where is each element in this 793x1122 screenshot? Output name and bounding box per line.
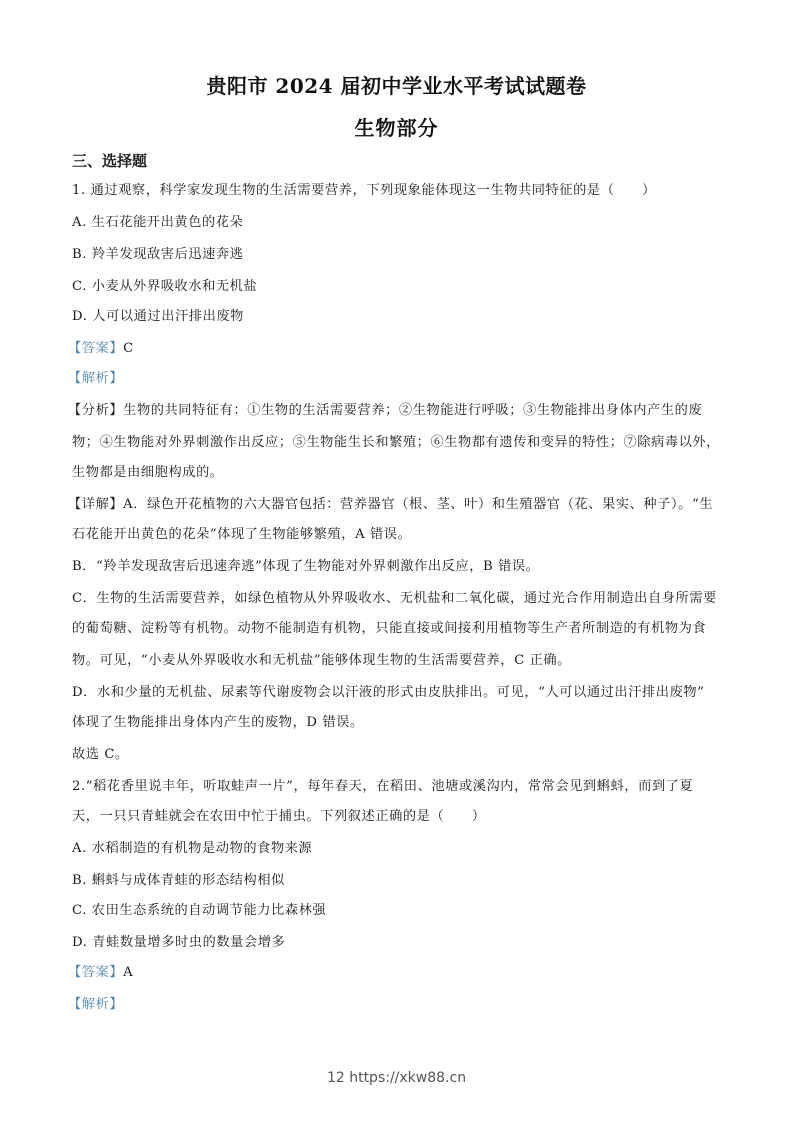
q1-fenxi-line-3: 生物都是由细胞构成的。 [72, 465, 224, 480]
question-1-stem: 1. 通过观察，科学家发现生物的生活需要营养，下列现象能体现这一生物共同特征的是（ ） [72, 183, 656, 198]
q1-xiangjie-line-6: 物。可见，“小麦从外界吸收水和无机盐”能够体现生物的生活需要营养，C 正确。 [72, 653, 571, 668]
q2-analysis-label: 【解析】 [68, 997, 124, 1012]
q1-xiangjie-line-3: B．“羚羊发现敌害后迅速奔逃”体现了生物能对外界刺激作出反应，B 错误。 [72, 559, 540, 574]
answer-label: 【答案】 [68, 965, 124, 980]
q2-option-d: D. 青蛙数量增多时虫的数量会增多 [72, 935, 286, 950]
question-2-stem-line-1: 2.“稻花香里说丰年，听取蛙声一片”，每年春天，在稻田、池塘或溪沟内，常常会见到蝌蚪，而到了夏 [72, 779, 694, 794]
q1-xiangjie-line-5: 的葡萄糖、淀粉等有机物。动物不能制造有机物，只能直接或间接利用植物等生产者所制造的有机物为食 [72, 621, 707, 636]
q2-option-a: A. 水稻制造的有机物是动物的食物来源 [72, 841, 313, 856]
q2-option-b: B. 蝌蚪与成体青蛙的形态结构相似 [72, 873, 285, 888]
q1-option-d: D. 人可以通过出汗排出废物 [72, 309, 244, 324]
q1-xiangjie-line-1: 【详解】A．绿色开花植物的六大器官包括：营养器官（根、茎、叶）和生殖器官（花、果实、种子）。“生 [68, 497, 714, 512]
q1-fenxi-line-2: 物；④生物能对外界刺激作出反应；⑤生物能生长和繁殖；⑥生物都有遗传和变异的特性；⑦除病毒以外， [72, 435, 721, 450]
q1-option-b: B. 羚羊发现敌害后迅速奔逃 [72, 247, 244, 262]
q2-option-c: C. 农田生态系统的自动调节能力比森林强 [72, 903, 327, 918]
q2-answer [68, 964, 133, 982]
answer-value: C [123, 341, 134, 356]
q1-fenxi-line-1: 【分析】生物的共同特征有：①生物的生活需要营养；②生物能进行呼吸；③生物能排出身体内产生的废 [68, 403, 703, 418]
q1-xiangjie-line-7: D．水和少量的无机盐、尿素等代谢废物会以汗液的形式由皮肤排出。可见，“人可以通过出汗排出废物” [72, 685, 705, 700]
q1-xiangjie-line-8: 体现了生物能排出身体内产生的废物，D 错误。 [72, 715, 364, 730]
answer-label: 【答案】 [68, 341, 124, 356]
question-2-stem-line-2: 天，一只只青蛙就会在农田中忙于捕虫。下列叙述正确的是（ ） [72, 809, 486, 824]
q1-answer [68, 340, 134, 358]
fenxi-label: 【分析】 [68, 403, 124, 418]
page-footer: 12 https://xkw88.cn [326, 1070, 467, 1086]
page-title: 贵阳市 2024 届初中学业水平考试试题卷 [206, 74, 587, 98]
page-subtitle: 生物部分 [354, 116, 439, 140]
xiangjie-label: 【详解】 [68, 497, 124, 512]
section-heading: 三、选择题 [72, 152, 148, 170]
answer-value: A [123, 965, 134, 980]
q1-conclusion: 故选 C。 [72, 747, 129, 762]
q1-option-a: A. 生石花能开出黄色的花朵 [72, 215, 244, 230]
q1-option-c: C. 小麦从外界吸收水和无机盐 [72, 279, 258, 294]
q1-xiangjie-line-4: C．生物的生活需要营养，如绿色植物从外界吸收水、无机盐和二氧化碳，通过光合作用制造出自身所需要 [72, 591, 717, 606]
q1-xiangjie-line-2: 石花能开出黄色的花朵”体现了生物能够繁殖，A 错误。 [72, 527, 412, 542]
q1-analysis-label: 【解析】 [68, 371, 124, 386]
